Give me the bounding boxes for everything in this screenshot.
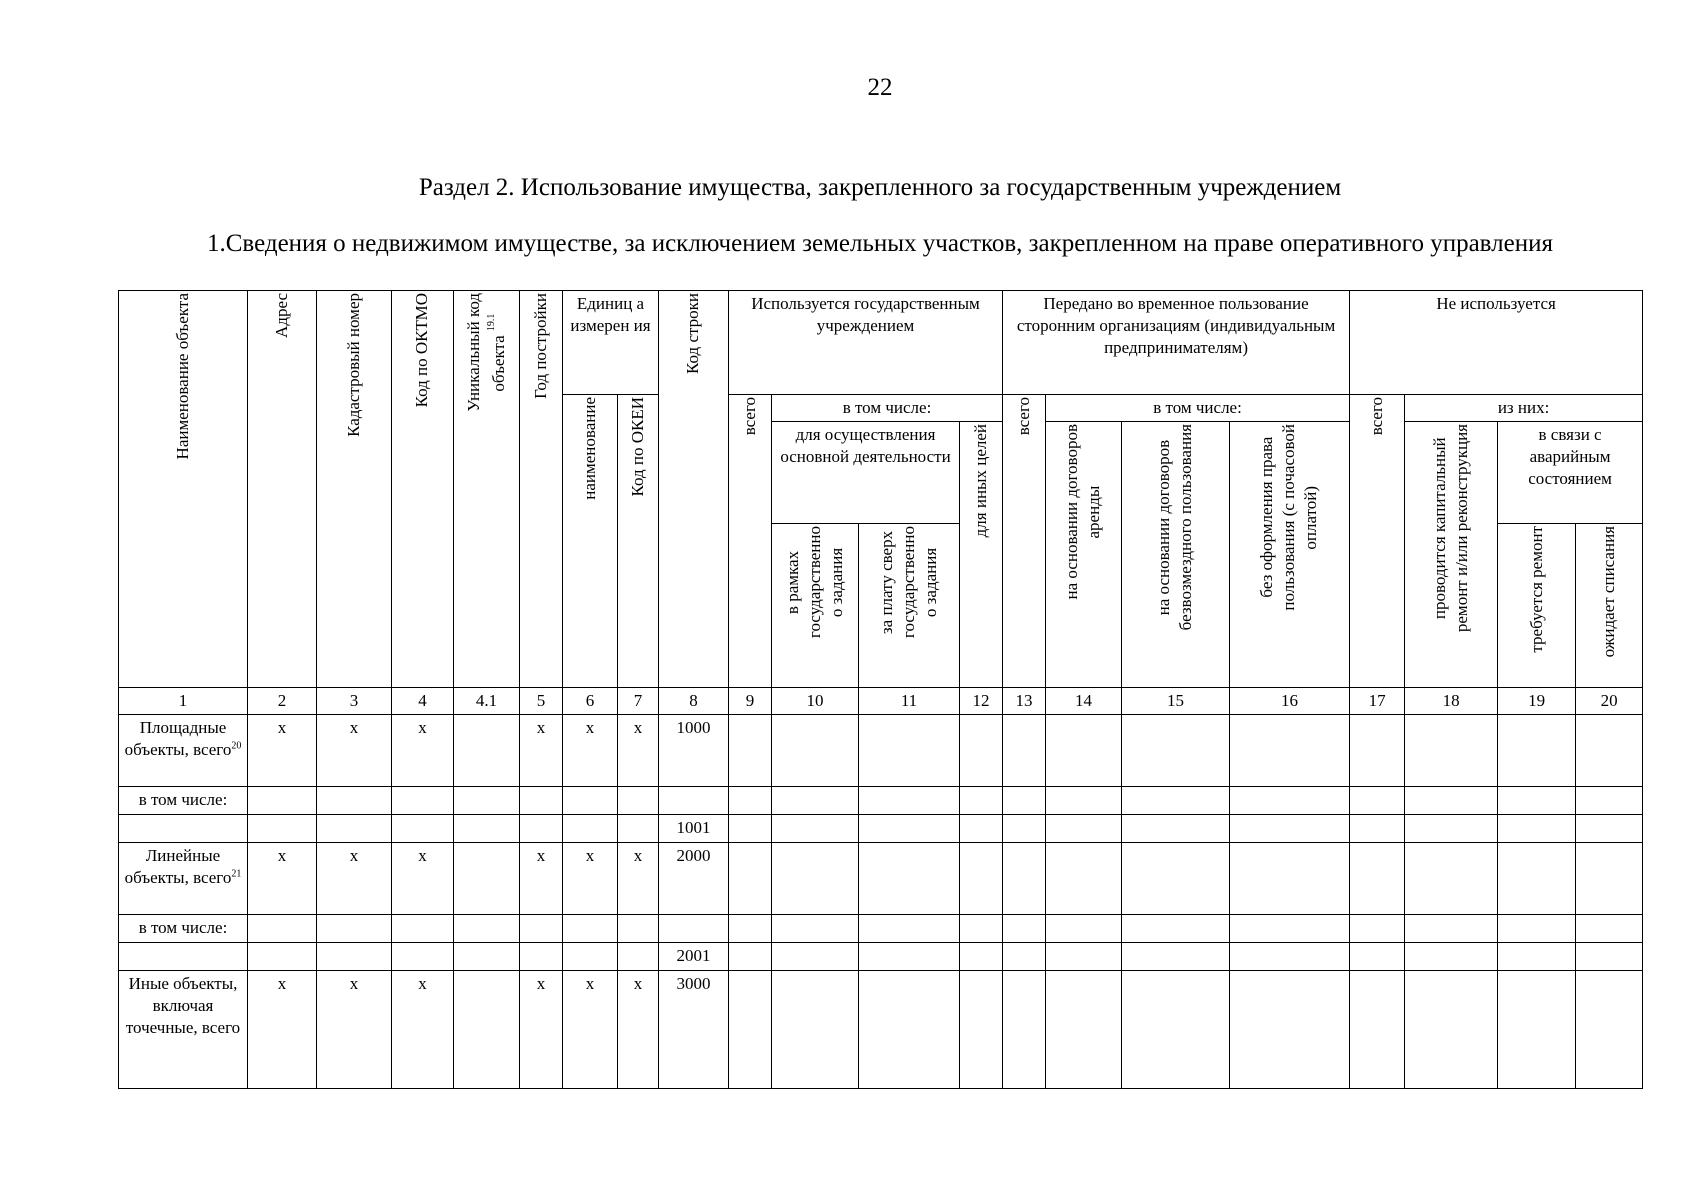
empty-cell	[1350, 915, 1405, 943]
empty-cell	[772, 915, 859, 943]
empty-cell	[1405, 943, 1498, 971]
table-cell: x	[563, 971, 618, 1089]
table-cell: x	[392, 715, 454, 787]
empty-cell	[729, 915, 772, 943]
column-number: 1	[119, 688, 248, 715]
column-number: 12	[960, 688, 1003, 715]
table-cell: x	[317, 971, 392, 1089]
column-number: 13	[1003, 688, 1046, 715]
empty-cell	[772, 971, 859, 1089]
table-cell: x	[563, 843, 618, 915]
empty-cell	[1405, 787, 1498, 815]
table-cell	[563, 915, 618, 943]
column-number: 17	[1350, 688, 1405, 715]
row-object-name: в том числе:	[119, 787, 248, 815]
empty-cell	[1046, 715, 1122, 787]
table-cell	[520, 815, 563, 843]
header-awaiting-writeoff: ожидает списания	[1576, 524, 1643, 688]
empty-cell	[859, 943, 960, 971]
column-number: 11	[859, 688, 960, 715]
table-cell	[454, 787, 520, 815]
header-unit-okei: Код по ОКЕИ	[618, 395, 659, 688]
table-cell: x	[618, 715, 659, 787]
table-row	[119, 971, 1643, 1089]
empty-cell	[1230, 715, 1350, 787]
header-object-name: Наименование объекта	[119, 291, 248, 688]
table-cell: x	[392, 971, 454, 1089]
header-unit: Единиц а измерен ия	[563, 291, 659, 395]
header-lease: на основании договоров аренды	[1046, 422, 1122, 688]
empty-cell	[1350, 715, 1405, 787]
empty-cell	[1003, 787, 1046, 815]
column-number: 3	[317, 688, 392, 715]
page-number: 22	[867, 74, 893, 101]
empty-cell	[859, 715, 960, 787]
empty-cell	[960, 943, 1003, 971]
row-code-cell: 3000	[659, 971, 729, 1089]
table-cell: x	[248, 715, 317, 787]
header-needs-repair: требуется ремонт	[1498, 524, 1576, 688]
table-cell: x	[392, 843, 454, 915]
header-used-incl: в том числе:	[772, 395, 1003, 422]
column-number: 2	[248, 688, 317, 715]
table-cell	[317, 915, 392, 943]
empty-cell	[1576, 787, 1643, 815]
header-address: Адрес	[248, 291, 317, 688]
empty-cell	[1498, 715, 1576, 787]
column-number: 8	[659, 688, 729, 715]
empty-cell	[1350, 971, 1405, 1089]
empty-cell	[1405, 971, 1498, 1089]
row-object-name: в том числе:	[119, 915, 248, 943]
empty-cell	[729, 943, 772, 971]
empty-cell	[729, 715, 772, 787]
table-cell	[618, 787, 659, 815]
empty-cell	[772, 843, 859, 915]
row-code-cell: 2001	[659, 943, 729, 971]
empty-cell	[1003, 943, 1046, 971]
table-cell	[454, 915, 520, 943]
empty-cell	[960, 715, 1003, 787]
empty-cell	[1405, 715, 1498, 787]
empty-cell	[859, 843, 960, 915]
empty-cell	[1046, 915, 1122, 943]
empty-cell	[1576, 843, 1643, 915]
table-cell	[317, 787, 392, 815]
empty-cell	[772, 787, 859, 815]
column-number: 4	[392, 688, 454, 715]
empty-cell	[1498, 787, 1576, 815]
empty-cell	[1350, 815, 1405, 843]
table-cell: x	[520, 971, 563, 1089]
table-cell	[454, 843, 520, 915]
empty-cell	[729, 787, 772, 815]
table-cell	[520, 787, 563, 815]
empty-cell	[1122, 971, 1230, 1089]
table-cell: x	[618, 971, 659, 1089]
table-cell	[248, 915, 317, 943]
table-cell	[454, 815, 520, 843]
header-used-total: всего	[729, 395, 772, 688]
table-row	[119, 815, 1643, 843]
empty-cell	[859, 915, 960, 943]
table-row	[119, 843, 1643, 915]
header-used-by-institution: Используется государственным учреждением	[729, 291, 1003, 395]
column-number: 7	[618, 688, 659, 715]
empty-cell	[1498, 943, 1576, 971]
empty-cell	[729, 843, 772, 915]
row-code-cell	[659, 915, 729, 943]
empty-cell	[1230, 815, 1350, 843]
row-object-name	[119, 943, 248, 971]
table-row	[119, 715, 1643, 787]
header-of-them: из них:	[1405, 395, 1643, 422]
empty-cell	[1122, 943, 1230, 971]
empty-cell	[1576, 915, 1643, 943]
table-cell: x	[248, 843, 317, 915]
empty-cell	[1498, 971, 1576, 1089]
empty-cell	[1122, 815, 1230, 843]
empty-cell	[1230, 971, 1350, 1089]
column-number: 14	[1046, 688, 1122, 715]
table-cell	[618, 915, 659, 943]
empty-cell	[1003, 915, 1046, 943]
header-transferred: Передано во временное пользование сторонним организациям (индивидуальным предпринимателям)	[1003, 291, 1350, 395]
table-cell: x	[563, 715, 618, 787]
empty-cell	[1405, 815, 1498, 843]
table-cell	[520, 943, 563, 971]
column-number: 5	[520, 688, 563, 715]
header-main-activity: для осуществления основной деятельности	[772, 422, 960, 524]
empty-cell	[1350, 843, 1405, 915]
header-not-used-total: всего	[1350, 395, 1405, 688]
table-body	[119, 715, 1643, 1089]
empty-cell	[729, 971, 772, 1089]
empty-cell	[1122, 843, 1230, 915]
empty-cell	[1230, 915, 1350, 943]
table-cell	[392, 943, 454, 971]
empty-cell	[1576, 715, 1643, 787]
header-emergency: в связи с аварийным состоянием	[1498, 422, 1643, 524]
table-cell	[317, 943, 392, 971]
header-free-use: на основании договоров безвозмездного пользования	[1122, 422, 1230, 688]
empty-cell	[1046, 943, 1122, 971]
row-code-cell: 2000	[659, 843, 729, 915]
empty-cell	[729, 815, 772, 843]
column-number: 6	[563, 688, 618, 715]
empty-cell	[1350, 787, 1405, 815]
subsection-title: 1.Сведения о недвижимом имуществе, за исключением земельных участков, закрепленном на праве оперативного управления	[207, 230, 1553, 257]
table-cell	[248, 815, 317, 843]
table-cell	[563, 787, 618, 815]
empty-cell	[1003, 971, 1046, 1089]
empty-cell	[1122, 915, 1230, 943]
empty-cell	[859, 787, 960, 815]
empty-cell	[960, 815, 1003, 843]
column-number: 4.1	[454, 688, 520, 715]
table-row	[119, 787, 1643, 815]
empty-cell	[772, 715, 859, 787]
header-not-used: Не используется	[1350, 291, 1643, 395]
table-cell	[520, 915, 563, 943]
empty-cell	[1046, 815, 1122, 843]
table-cell: x	[317, 843, 392, 915]
table-cell	[248, 943, 317, 971]
empty-cell	[1498, 843, 1576, 915]
table-cell	[454, 971, 520, 1089]
header-other-purposes: для иных целей	[960, 422, 1003, 688]
header-within-task: в рамках государственно о задания	[772, 524, 859, 688]
empty-cell	[1122, 787, 1230, 815]
empty-cell	[1003, 815, 1046, 843]
table-cell: x	[520, 715, 563, 787]
empty-cell	[1350, 943, 1405, 971]
row-code-cell: 1001	[659, 815, 729, 843]
empty-cell	[859, 815, 960, 843]
header-transferred-incl: в том числе:	[1046, 395, 1350, 422]
row-code-cell	[659, 787, 729, 815]
empty-cell	[1498, 815, 1576, 843]
column-number: 20	[1576, 688, 1643, 715]
table-cell	[392, 787, 454, 815]
empty-cell	[1046, 787, 1122, 815]
column-number: 18	[1405, 688, 1498, 715]
section-title: Раздел 2. Использование имущества, закрепленного за государственным учреждением	[418, 174, 1342, 201]
row-object-name: Иные объекты, включая точечные, всего	[119, 971, 248, 1089]
empty-cell	[960, 787, 1003, 815]
table-cell: x	[317, 715, 392, 787]
table-cell: x	[618, 843, 659, 915]
table-row	[119, 943, 1643, 971]
header-cadastral-number: Кадастровый номер	[317, 291, 392, 688]
empty-cell	[1046, 843, 1122, 915]
table-cell	[618, 943, 659, 971]
header-unit-name: наименование	[563, 395, 618, 688]
empty-cell	[960, 915, 1003, 943]
header-oktmo-code: Код по ОКТМО	[392, 291, 454, 688]
empty-cell	[960, 843, 1003, 915]
empty-cell	[1003, 843, 1046, 915]
column-number: 15	[1122, 688, 1230, 715]
empty-cell	[1122, 715, 1230, 787]
row-code-cell: 1000	[659, 715, 729, 787]
header-beyond-task: за плату сверх государственно о задания	[859, 524, 960, 688]
column-number-row	[119, 688, 1643, 715]
header-year-built: Год постройки	[520, 291, 563, 688]
empty-cell	[1405, 843, 1498, 915]
empty-cell	[1230, 787, 1350, 815]
header-transferred-total: всего	[1003, 395, 1046, 688]
column-number: 10	[772, 688, 859, 715]
table-cell	[392, 815, 454, 843]
empty-cell	[1230, 943, 1350, 971]
header-no-docs: без оформления права пользования (с почасовой оплатой)	[1230, 422, 1350, 688]
empty-cell	[1576, 943, 1643, 971]
table-row	[119, 915, 1643, 943]
empty-cell	[1230, 843, 1350, 915]
table-cell	[248, 787, 317, 815]
table-cell	[454, 943, 520, 971]
column-number: 9	[729, 688, 772, 715]
table-cell	[618, 815, 659, 843]
row-object-name: Линейные объекты, всего$^{21}$	[119, 843, 248, 915]
empty-cell	[1046, 971, 1122, 1089]
table-cell	[563, 815, 618, 843]
column-number: 16	[1230, 688, 1350, 715]
row-object-name	[119, 815, 248, 843]
empty-cell	[1405, 915, 1498, 943]
empty-cell	[1498, 915, 1576, 943]
empty-cell	[772, 943, 859, 971]
empty-cell	[1003, 715, 1046, 787]
empty-cell	[859, 971, 960, 1089]
header-capital-repair: проводится капитальный ремонт и/или реконструкция	[1405, 422, 1498, 688]
table-cell	[317, 815, 392, 843]
empty-cell	[1576, 815, 1643, 843]
table-cell	[563, 943, 618, 971]
column-number: 19	[1498, 688, 1576, 715]
table-cell	[392, 915, 454, 943]
empty-cell	[1576, 971, 1643, 1089]
empty-cell	[772, 815, 859, 843]
header-row-code: Код строки	[659, 291, 729, 688]
table-cell: x	[520, 843, 563, 915]
row-object-name: Площадные объекты, всего$^{20}$	[119, 715, 248, 787]
table-cell: x	[248, 971, 317, 1089]
property-usage-table	[118, 290, 1643, 1089]
header-unique-code: Уникальный код объекта $^{19.1}$	[454, 291, 520, 688]
empty-cell	[960, 971, 1003, 1089]
table-cell	[454, 715, 520, 787]
